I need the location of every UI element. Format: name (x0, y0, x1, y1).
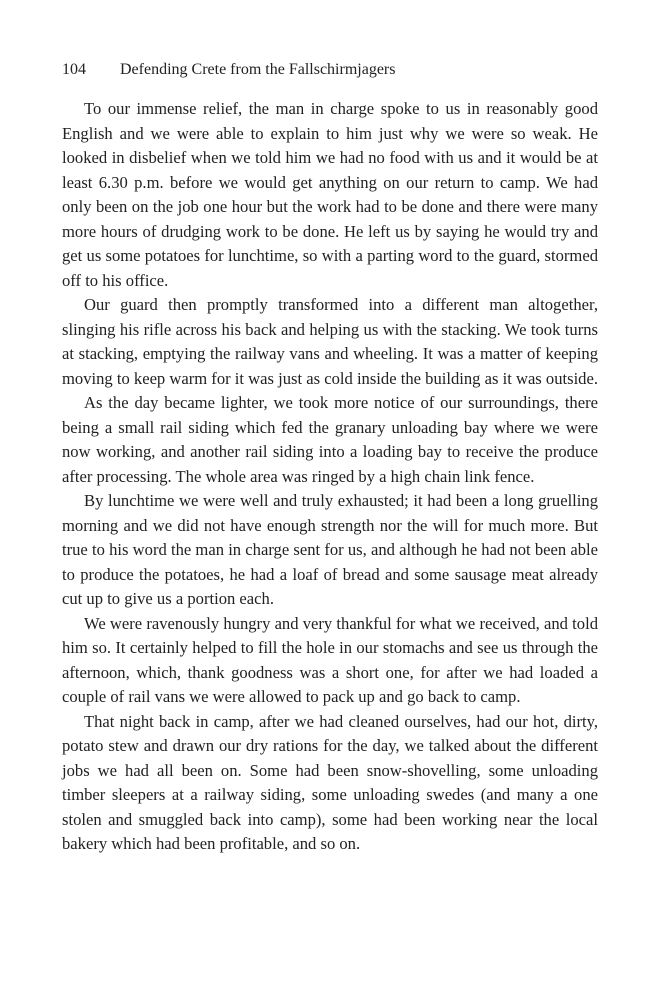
running-head (62, 58, 395, 82)
page-number: 104 (62, 61, 86, 78)
paragraph-6: That night back in camp, after we had cleaned ourselves, had our hot, dirty, potato stew and drawn our dry rations for the day, we talked about the different jobs we had all been on. Some had been snow-shovelling, some unloading timber sleepers at a railway siding, some unloading swedes (and many a one stolen and smuggled back into camp), some had been working near the local bakery which had been profitable, and so on. (62, 711, 598, 853)
paragraph-1: To our immense relief, the man in charge spoke to us in reasonably good English and we were able to explain to him just why we were so weak. He looked in disbelief when we told him we had no food with us and it would be at least 6.30 p.m. before we would get anything on our return to camp. We had only been on the job one hour but the work had to be done and there were many more hours of drudging work to be done. He left us by saying he would try and get us some potatoes for lunchtime, so with a parting word to the guard, stormed off to his office. (62, 99, 598, 290)
paragraph-2: Our guard then promptly transformed into a different man altogether, slinging his rifle across his back and helping us with the stacking. We took turns at stacking, emptying the railway vans and wheeling. It was a matter of keeping moving to keep warm for it was just as cold inside the building as it was outside. (62, 295, 598, 388)
running-title: Defending Crete from the Fallschirmjagers (120, 61, 396, 78)
body-text (62, 97, 598, 857)
paragraph-5: We were ravenously hungry and very thankful for what we received, and told him so. It certainly helped to fill the hole in our stomachs and see us through the afternoon, which, thank goodness was a short one, for after we had loaded a couple of rail vans we were allowed to pack up and go back to camp. (62, 613, 598, 706)
paragraph-3: As the day became lighter, we took more notice of our surroundings, there being a small rail siding which fed the granary unloading bay where we were now working, and another rail siding into a loading bay to receive the produce after processing. The whole area was ringed by a high chain link fence. (62, 393, 598, 486)
paragraph-4: By lunchtime we were well and truly exhausted; it had been a long gruelling morning and we did not have enough strength nor the will for much more. But true to his word the man in charge sent for us, and although he had not been able to produce the potatoes, he had a loaf of bread and some sausage meat already cut up to give us a portion each. (62, 491, 598, 608)
